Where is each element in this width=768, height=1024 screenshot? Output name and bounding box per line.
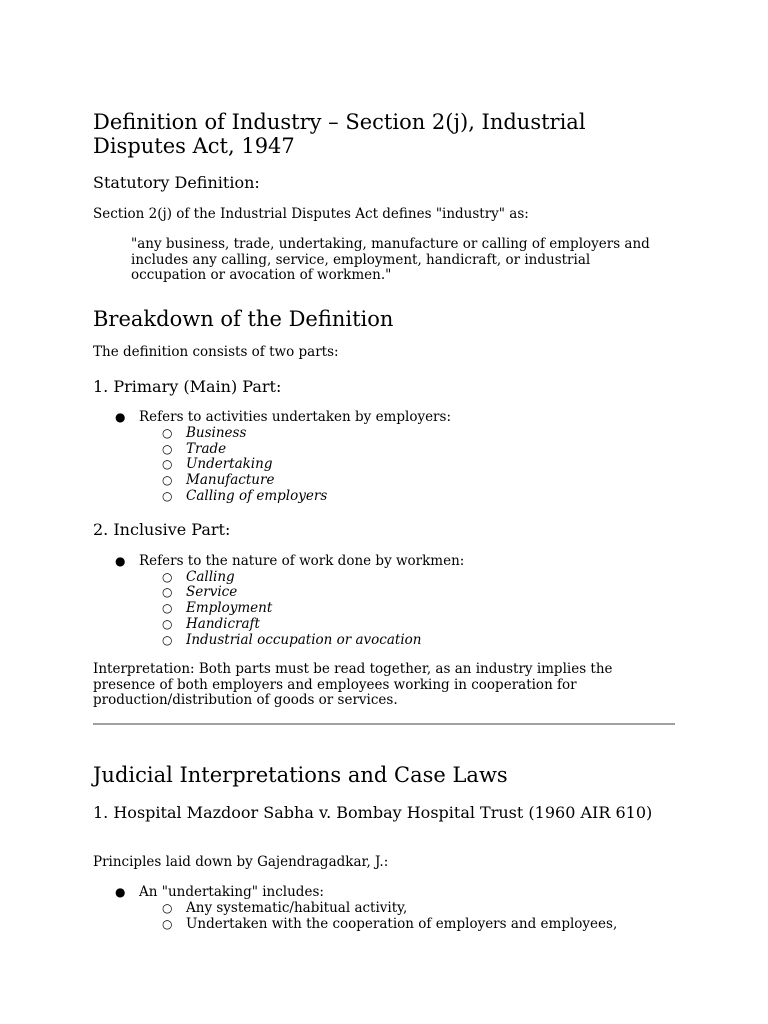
list-item — [162, 633, 422, 649]
primary-heading: 1. Primary (Main) Part: — [93, 377, 282, 396]
primary-item: Manufacture — [186, 472, 275, 488]
list-item — [115, 885, 324, 901]
case1-principles: Principles laid down by Gajendragadkar, J.: — [93, 854, 389, 870]
circle-bullet-icon: ○ — [162, 489, 173, 503]
list-item — [115, 410, 451, 426]
list-item — [162, 473, 274, 489]
list-item — [162, 585, 237, 601]
statutory-heading: Statutory Definition: — [93, 173, 260, 192]
circle-bullet-icon: ○ — [162, 917, 173, 931]
inclusive-item: Employment — [186, 600, 273, 616]
list-item — [162, 426, 246, 442]
inclusive-item: Handicraft — [186, 616, 260, 632]
circle-bullet-icon: ○ — [162, 570, 173, 584]
inclusive-item: Industrial occupation or avocation — [186, 632, 422, 648]
list-item — [162, 901, 407, 917]
inclusive-bullet-text: Refers to the nature of work done by workmen: — [139, 553, 465, 569]
primary-item: Business — [186, 425, 247, 441]
case1-bullet-text: An "undertaking" includes: — [139, 884, 324, 900]
case1-item: Any systematic/habitual activity, — [186, 900, 408, 916]
bullet-icon: ● — [115, 410, 126, 424]
circle-bullet-icon: ○ — [162, 457, 173, 471]
circle-bullet-icon: ○ — [162, 585, 173, 599]
inclusive-item: Service — [186, 584, 238, 600]
circle-bullet-icon: ○ — [162, 601, 173, 615]
circle-bullet-icon: ○ — [162, 442, 173, 456]
interpretation-paragraph: Interpretation: Both parts must be read together, as an industry implies the presence of both employers and employees working in cooperation for production/distribution of goods or services. — [93, 661, 613, 708]
statutory-intro: Section 2(j) of the Industrial Disputes Act defines "industry" as: — [93, 206, 529, 222]
breakdown-heading: Breakdown of the Definition — [93, 307, 394, 331]
inclusive-heading: 2. Inclusive Part: — [93, 520, 231, 539]
judicial-heading: Judicial Interpretations and Case Laws — [93, 763, 508, 787]
list-item — [162, 489, 327, 505]
circle-bullet-icon: ○ — [162, 633, 173, 647]
case1-heading: 1. Hospital Mazdoor Sabha v. Bombay Hospital Trust (1960 AIR 610) — [93, 803, 653, 822]
list-item — [162, 917, 617, 933]
inclusive-item: Calling — [186, 569, 235, 585]
bullet-icon: ● — [115, 885, 126, 899]
breakdown-intro: The definition consists of two parts: — [93, 344, 339, 360]
horizontal-divider — [93, 723, 675, 725]
circle-bullet-icon: ○ — [162, 473, 173, 487]
document-title: Definition of Industry – Section 2(j), Industrial Disputes Act, 1947 — [93, 110, 586, 158]
primary-bullet-text: Refers to activities undertaken by employers: — [139, 409, 451, 425]
circle-bullet-icon: ○ — [162, 426, 173, 440]
primary-item: Trade — [186, 441, 227, 457]
primary-item: Undertaking — [186, 456, 273, 472]
definition-quote: "any business, trade, undertaking, manufacture or calling of employers and includes any calling, service, employment, handicraft, or industrial occupation or avocation of workmen." — [131, 236, 650, 283]
list-item — [162, 617, 260, 633]
list-item — [162, 601, 272, 617]
case1-item: Undertaken with the cooperation of employers and employees, — [186, 916, 618, 932]
list-item — [162, 457, 272, 473]
circle-bullet-icon: ○ — [162, 617, 173, 631]
primary-item: Calling of employers — [186, 488, 328, 504]
bullet-icon: ● — [115, 554, 126, 568]
list-item — [115, 554, 464, 570]
circle-bullet-icon: ○ — [162, 901, 173, 915]
